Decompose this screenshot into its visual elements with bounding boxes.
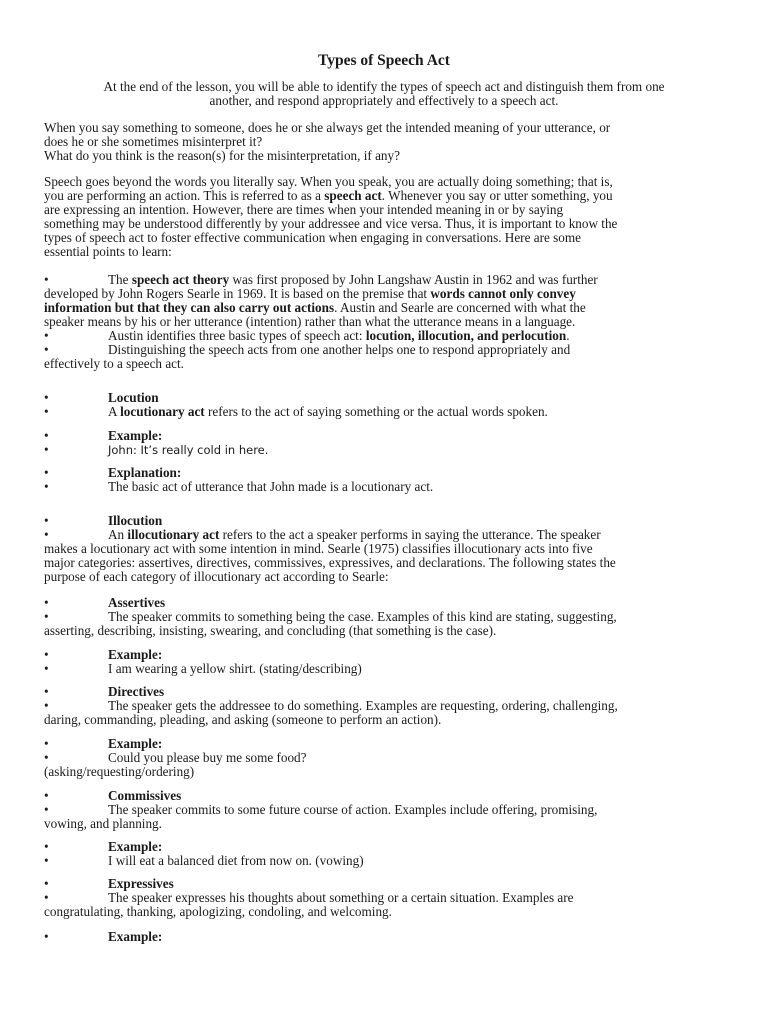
locution-section: [44, 391, 724, 419]
section-heading: Expressives: [108, 876, 174, 891]
list-item: [44, 391, 724, 405]
text-run: developed by John Rogers Searle in 1969. It is based on the premise that: [44, 286, 431, 301]
question-line: does he or she sometimes misinterpret it?: [44, 134, 263, 149]
paragraph-line: something may be understood differently by your addressee and vice versa. Thus, it is important to know the: [44, 216, 618, 231]
section-heading: Locution: [108, 390, 159, 405]
list-item: [44, 528, 724, 542]
bold-term: illocutionary act: [127, 527, 220, 542]
commissives-section: [44, 789, 724, 831]
bullet: •: [44, 342, 49, 357]
bullet: •: [44, 890, 49, 905]
expressives-example: [44, 930, 724, 944]
list-item: [44, 699, 724, 713]
paragraph-line: types of speech act to foster effective communication when engaging in conversations. Here are some: [44, 230, 581, 245]
list-item: [44, 514, 724, 528]
bullet: •: [44, 661, 49, 676]
paragraph-line: major categories: assertives, directives, commissives, expressives, and declarations. The following states the: [44, 555, 616, 570]
paragraph-line: effectively to a speech act.: [44, 356, 184, 371]
explanation-label: Explanation:: [108, 465, 182, 480]
paragraph-line: speaker means by his or her utterance (intention) rather than what the utterance means in a language.: [44, 314, 576, 329]
text-run: .: [566, 328, 570, 343]
directives-section: [44, 685, 724, 727]
intro-line: another, and respond appropriately and effectively to a speech act.: [209, 93, 559, 108]
text-run: The speaker commits to something being the case. Examples of this kind are stating, suggesting,: [108, 609, 617, 624]
locution-explanation: [44, 466, 724, 494]
list-item: [44, 610, 724, 624]
bold-term: locutionary act: [120, 404, 205, 419]
bullet: •: [44, 390, 49, 405]
list-item: [44, 480, 724, 494]
text-run: . Austin and Searle are concerned with what the: [334, 300, 586, 315]
bullet: •: [44, 609, 49, 624]
example-text: John: It’s really cold in here.: [108, 443, 269, 457]
commissives-example: [44, 840, 724, 868]
list-item: [44, 737, 724, 751]
illocution-section: [44, 514, 724, 584]
paragraph-line: [44, 189, 724, 203]
directives-example: [44, 737, 724, 779]
bullet: •: [44, 647, 49, 662]
paragraph-line: [44, 287, 724, 301]
bullet: •: [44, 788, 49, 803]
paragraph-line: vowing, and planning.: [44, 816, 162, 831]
bold-term: information but that they can also carry out actions: [44, 300, 335, 315]
list-item: [44, 662, 724, 676]
text-run: was first proposed by John Langshaw Austin in 1962 and was further: [229, 272, 598, 287]
list-item: [44, 877, 724, 891]
list-item: [44, 648, 724, 662]
text-run: refers to the act a speaker performs in saying the utterance. The speaker: [219, 527, 601, 542]
list-item: [44, 273, 724, 287]
list-item: [44, 789, 724, 803]
bullet: •: [44, 853, 49, 868]
section-heading: Assertives: [108, 595, 166, 610]
paragraph-line: congratulating, thanking, apologizing, condoling, and welcoming.: [44, 904, 392, 919]
list-item: [44, 466, 724, 480]
bullet: •: [44, 839, 49, 854]
bullet: •: [44, 736, 49, 751]
list-item: [44, 443, 724, 457]
bullet: •: [44, 750, 49, 765]
list-item: [44, 891, 724, 905]
bullet: •: [44, 929, 49, 944]
bullet: •: [44, 404, 49, 419]
bullet: •: [44, 698, 49, 713]
paragraph-line: purpose of each category of illocutionary act according to Searle:: [44, 569, 389, 584]
theory-points: [44, 273, 724, 371]
text-run: Distinguishing the speech acts from one another helps one to respond appropriately and: [108, 342, 571, 357]
section-heading: Illocution: [108, 513, 163, 528]
text-run: The speaker gets the addressee to do something. Examples are requesting, ordering, challenging,: [108, 698, 618, 713]
bullet: •: [44, 876, 49, 891]
intro-paragraph: [50, 80, 718, 108]
example-text: I am wearing a yellow shirt. (stating/describing): [108, 661, 362, 676]
list-item: [44, 329, 724, 343]
list-item: [44, 405, 724, 419]
bold-term: speech act: [324, 188, 382, 203]
example-label: Example:: [108, 647, 163, 662]
text-run: you are performing an action. This is referred to as a: [44, 188, 325, 203]
text-run: Austin identifies three basic types of speech act:: [108, 328, 366, 343]
example-note: (asking/requesting/ordering): [44, 764, 195, 779]
bullet: •: [44, 465, 49, 480]
locution-example: [44, 429, 724, 457]
paragraph-line: makes a locutionary act with some intention in mind. Searle (1975) classifies illocutionary acts into five: [44, 541, 593, 556]
text-run: . Whenever you say or utter something, you: [381, 188, 613, 203]
bullet: •: [44, 595, 49, 610]
text-run: refers to the act of saying something or the actual words spoken.: [204, 404, 548, 419]
example-text: I will eat a balanced diet from now on. (vowing): [108, 853, 364, 868]
list-item: [44, 343, 724, 357]
paragraph-line: asserting, describing, insisting, swearing, and concluding (that something is the case).: [44, 623, 497, 638]
bullet: •: [44, 684, 49, 699]
section-heading: Directives: [108, 684, 165, 699]
bold-term: words cannot only convey: [430, 286, 576, 301]
text-run: An: [108, 527, 128, 542]
paragraph-line: are expressing an intention. However, there are times when your intended meaning in or by saying: [44, 202, 564, 217]
bullet: •: [44, 328, 49, 343]
explanation-text: The basic act of utterance that John made is a locutionary act.: [108, 479, 434, 494]
questions-paragraph: [44, 121, 724, 163]
assertives-section: [44, 596, 724, 638]
list-item: [44, 930, 724, 944]
text-run: A: [108, 404, 121, 419]
question-line: What do you think is the reason(s) for the misinterpretation, if any?: [44, 148, 400, 163]
list-item: [44, 596, 724, 610]
speech-paragraph: [44, 175, 724, 259]
text-run: The speaker commits to some future course of action. Examples include offering, promising,: [108, 802, 598, 817]
bullet: •: [44, 442, 49, 457]
example-label: Example:: [108, 839, 163, 854]
paragraph-line: Speech goes beyond the words you literally say. When you speak, you are actually doing something; that is,: [44, 174, 613, 189]
page-title: Types of Speech Act: [318, 52, 450, 69]
expressives-section: [44, 877, 724, 919]
bullet: •: [44, 513, 49, 528]
section-heading: Commissives: [108, 788, 182, 803]
list-item: [44, 751, 724, 765]
list-item: [44, 429, 724, 443]
text-run: The speaker expresses his thoughts about something or a certain situation. Examples are: [108, 890, 574, 905]
bullet: •: [44, 272, 49, 287]
list-item: [44, 854, 724, 868]
paragraph-line: essential points to learn:: [44, 244, 172, 259]
example-text: Could you please buy me some food?: [108, 750, 307, 765]
intro-line: At the end of the lesson, you will be able to identify the types of speech act and distinguish them from one: [103, 79, 665, 94]
text-run: The: [108, 272, 132, 287]
bullet: •: [44, 802, 49, 817]
list-item: [44, 685, 724, 699]
example-label: Example:: [108, 929, 163, 944]
bullet: •: [44, 479, 49, 494]
list-item: [44, 803, 724, 817]
bold-term: speech act theory: [131, 272, 230, 287]
bullet: •: [44, 428, 49, 443]
paragraph-line: daring, commanding, pleading, and asking (someone to perform an action).: [44, 712, 442, 727]
bold-term: locution, illocution, and perlocution: [365, 328, 567, 343]
example-label: Example:: [108, 736, 163, 751]
assertives-example: [44, 648, 724, 676]
bullet: •: [44, 527, 49, 542]
example-label: Example:: [108, 428, 163, 443]
paragraph-line: [44, 301, 724, 315]
list-item: [44, 840, 724, 854]
question-line: When you say something to someone, does he or she always get the intended meaning of your utterance, or: [44, 120, 611, 135]
